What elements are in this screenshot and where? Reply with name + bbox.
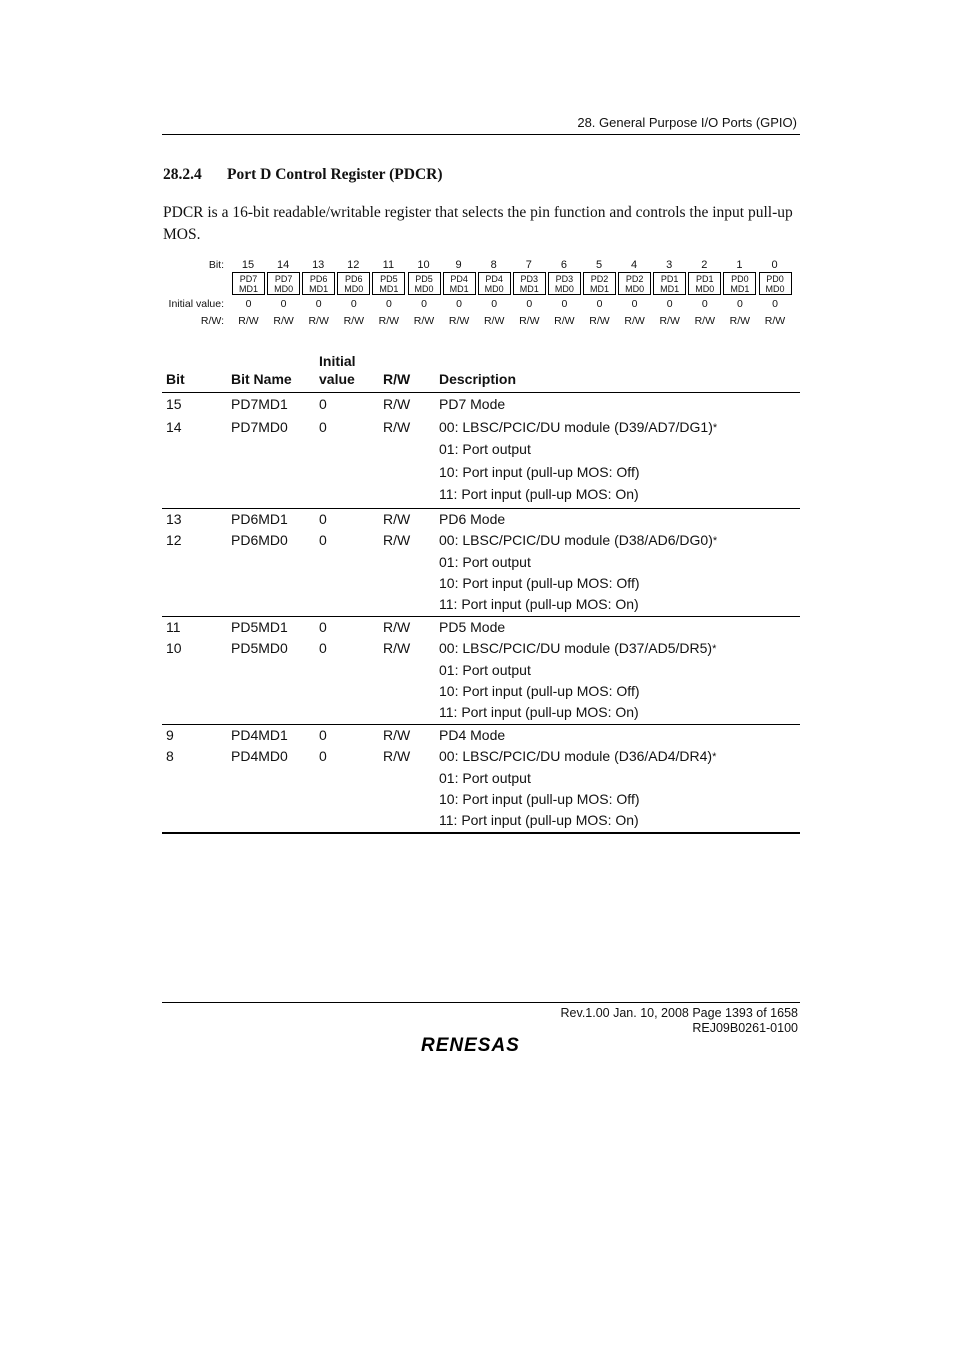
- bit-initial-value: 0: [666, 298, 673, 310]
- register-bit-cell: [267, 272, 300, 295]
- bit-number: 13: [312, 259, 325, 271]
- bit-field-name-line1: PD2: [590, 274, 609, 284]
- bit-number: 2: [701, 259, 708, 271]
- bit-number: 0: [771, 259, 778, 271]
- bit-number: 4: [631, 259, 638, 271]
- group-divider: [162, 508, 800, 509]
- intro-paragraph: PDCR is a 16-bit readable/writable register that selects the pin function and controls the input pull-up MOS.: [163, 204, 793, 243]
- logo-text: RENESAS: [421, 1035, 520, 1056]
- description-text: 10: Port input (pull-up MOS: Off): [439, 682, 640, 699]
- bit-name-cell: PD5MD0: [231, 640, 288, 657]
- header-rule: [162, 134, 800, 135]
- bit-field-name-line2: MD0: [554, 284, 574, 294]
- bit-rw: R/W: [378, 315, 400, 327]
- bit-number: 12: [347, 259, 360, 271]
- rw-row-label: R/W:: [200, 315, 224, 327]
- bit-rw: R/W: [413, 315, 435, 327]
- bit-field-name-line1: PD4: [450, 274, 468, 284]
- footer-revision: Rev.1.00 Jan. 10, 2008 Page 1393 of 1658: [560, 1006, 798, 1020]
- footnote-asterisk: *: [712, 535, 718, 548]
- bit-field-name-line1: PD5: [415, 274, 433, 284]
- bit-initial-value: 0: [631, 298, 638, 310]
- bit-number: 8: [490, 259, 497, 271]
- bit-initial-value: 0: [701, 298, 708, 310]
- description-text: 00: LBSC/PCIC/DU module (D38/AD6/DG0): [439, 532, 713, 549]
- description-text: 00: LBSC/PCIC/DU module (D39/AD7/DG1): [439, 418, 713, 435]
- rw-cell: R/W: [383, 532, 411, 549]
- mode-option: [439, 683, 640, 699]
- mode-option: [439, 532, 717, 548]
- register-bit-cell: [653, 272, 686, 295]
- mode-option: [439, 441, 531, 457]
- bit-field-name-line1: PD0: [731, 274, 749, 284]
- rw-cell: R/W: [383, 727, 411, 743]
- mode-option: [439, 791, 640, 807]
- bit-initial-value: 0: [456, 298, 463, 310]
- bit-initial-value: 0: [280, 298, 287, 310]
- mode-option: [439, 419, 717, 435]
- description-text: PD5 Mode: [439, 619, 506, 635]
- table-header-rule: [162, 392, 800, 393]
- initial-value-cell: 0: [319, 511, 327, 527]
- description-text: 10: Port input (pull-up MOS: Off): [439, 463, 640, 480]
- bit-rw: R/W: [554, 315, 575, 327]
- description-text: 11: Port input (pull-up MOS: On): [439, 812, 639, 829]
- bit-rw: R/W: [694, 315, 715, 327]
- register-bit-cell: [583, 272, 616, 295]
- bit-name-cell: PD6MD0: [231, 532, 288, 549]
- footnote-asterisk: *: [712, 751, 717, 764]
- description-text: 01: Port output: [439, 661, 531, 678]
- bit-number: 5: [595, 259, 603, 271]
- initial-value-cell: 0: [319, 418, 327, 435]
- header-initial: Initial: [319, 353, 356, 369]
- mode-option: [439, 812, 639, 828]
- register-bit-cell: [618, 272, 651, 295]
- description-text: 01: Port output: [439, 769, 531, 786]
- footnote-asterisk: *: [712, 643, 717, 656]
- bit-field-name-line2: MD1: [519, 284, 539, 294]
- bit-initial-value: 0: [315, 298, 322, 310]
- section-number: 28.2.4: [163, 166, 202, 183]
- bit-initial-value: 0: [491, 298, 498, 310]
- mode-option: [439, 486, 639, 502]
- bit-field-name-line1: PD5: [380, 274, 398, 284]
- initial-value-cell: 0: [319, 748, 327, 765]
- header-rw: R/W: [383, 371, 411, 387]
- bit-field-name-line2: MD0: [414, 284, 434, 294]
- description-text: 11: Port input (pull-up MOS: On): [439, 704, 639, 721]
- bit-field-name-line2: MD0: [484, 284, 504, 294]
- initial-value-cell: 0: [319, 640, 327, 657]
- initial-value-cell: 0: [319, 619, 327, 635]
- bit-initial-value: 0: [561, 298, 568, 310]
- bit-initial-value: 0: [350, 298, 357, 310]
- bit-field-name-line2: MD1: [238, 284, 258, 294]
- description-text: 01: Port output: [439, 441, 531, 457]
- register-bit-cell: [478, 272, 511, 295]
- bit-name-cell: PD5MD1: [231, 619, 288, 635]
- mode-option: [439, 596, 639, 612]
- bit-number-cell: 15: [166, 396, 182, 412]
- register-bit-cell: [548, 272, 581, 295]
- register-bit-cell: [443, 272, 476, 295]
- footer-doc-number: REJ09B0261-0100: [692, 1021, 798, 1035]
- rw-cell: R/W: [383, 748, 411, 765]
- bit-field-name-line1: PD6: [345, 274, 363, 284]
- rw-cell: R/W: [383, 396, 411, 412]
- bit-field-name-line2: MD0: [695, 284, 715, 294]
- group-divider: [162, 832, 800, 834]
- bit-rw: R/W: [729, 315, 751, 327]
- register-bit-cell: [302, 272, 335, 295]
- bit-rw: R/W: [343, 315, 364, 327]
- mode-option: [439, 748, 716, 764]
- register-bit-cell: [232, 272, 265, 295]
- bit-field-name-line1: PD3: [520, 274, 539, 284]
- bit-field-name-line1: PD4: [485, 274, 503, 284]
- mode-title: [439, 727, 505, 743]
- bit-number: 15: [241, 259, 255, 271]
- header-value: value: [319, 371, 355, 387]
- bit-number: 3: [666, 259, 673, 271]
- bit-field-name-line1: PD7: [274, 274, 293, 284]
- mode-option: [439, 640, 716, 656]
- description-text: 11: Port input (pull-up MOS: On): [439, 596, 639, 613]
- register-bit-cell: [688, 272, 721, 295]
- mode-title: [439, 396, 505, 412]
- renesas-logo: [421, 1032, 543, 1061]
- description-text: 01: Port output: [439, 553, 531, 570]
- bit-field-name-line2: MD0: [625, 284, 645, 294]
- mode-option: [439, 554, 531, 570]
- bit-rw: R/W: [624, 315, 645, 327]
- group-divider: [162, 724, 800, 725]
- bit-rw: R/W: [764, 315, 786, 327]
- bit-field-name-line1: PD1: [660, 274, 679, 284]
- bit-field-name-line2: MD0: [344, 284, 364, 294]
- footer-rule: [162, 1002, 800, 1003]
- bit-number: 9: [455, 259, 462, 271]
- bit-rw: R/W: [519, 315, 540, 327]
- bit-row-label: Bit:: [208, 259, 224, 271]
- bit-rw: R/W: [483, 315, 505, 327]
- bit-initial-value: 0: [596, 298, 603, 310]
- bit-initial-value: 0: [526, 298, 533, 310]
- group-divider: [162, 616, 800, 617]
- mode-option: [439, 575, 640, 591]
- mode-title: [439, 619, 505, 635]
- bit-name-cell: PD4MD0: [231, 748, 288, 765]
- bit-field-name-line2: MD1: [449, 284, 469, 294]
- register-bit-cell: [337, 272, 370, 295]
- bit-number: 11: [382, 259, 395, 271]
- bit-field-name-line1: PD2: [625, 274, 644, 284]
- footnote-asterisk: *: [712, 421, 718, 434]
- register-bit-cell: [408, 272, 441, 295]
- section-title: Port D Control Register (PDCR): [227, 166, 443, 183]
- bit-initial-value: 0: [385, 298, 392, 310]
- bit-name-cell: PD4MD1: [231, 727, 288, 743]
- header-bit-name: Bit Name: [231, 371, 292, 387]
- description-text: 11: Port input (pull-up MOS: On): [439, 486, 639, 502]
- bit-rw: R/W: [659, 315, 680, 327]
- bit-field-name-line1: PD6: [309, 274, 328, 284]
- initial-value-cell: 0: [319, 532, 327, 549]
- bit-field-name-line2: MD0: [274, 284, 294, 294]
- mode-option: [439, 662, 531, 678]
- header-description: Description: [439, 371, 517, 387]
- register-bit-cell: [513, 272, 546, 295]
- bit-number: 10: [417, 259, 430, 271]
- bit-field-name-line2: MD0: [765, 284, 785, 294]
- rw-cell: R/W: [383, 640, 411, 657]
- bit-field-name-line2: MD1: [589, 284, 609, 294]
- bit-number-cell: 8: [166, 748, 174, 765]
- description-text: 00: LBSC/PCIC/DU module (D37/AD5/DR5): [439, 640, 713, 657]
- initial-value-row-label: Initial value:: [168, 298, 224, 310]
- description-text: PD6 Mode: [439, 511, 506, 527]
- bit-field-name-line2: MD1: [309, 284, 329, 294]
- bit-number-cell: 12: [166, 532, 182, 549]
- register-bit-cell: [723, 272, 756, 295]
- bit-initial-value: 0: [736, 298, 743, 310]
- bit-number-cell: 10: [166, 640, 182, 657]
- bit-number: 6: [560, 259, 567, 271]
- bit-rw: R/W: [308, 315, 329, 327]
- bit-field-name-line1: PD0: [766, 274, 784, 284]
- bit-field-name-line1: PD7: [239, 274, 258, 284]
- bit-number: 7: [525, 259, 532, 271]
- bit-number-cell: 14: [166, 418, 182, 435]
- bit-initial-value: 0: [245, 298, 252, 310]
- initial-value-cell: 0: [319, 727, 327, 743]
- bit-number-cell: 11: [166, 619, 181, 635]
- bit-name-cell: PD7MD0: [231, 418, 288, 435]
- bit-initial-value: 0: [772, 298, 778, 310]
- description-text: 10: Port input (pull-up MOS: Off): [439, 574, 640, 591]
- description-text: 10: Port input (pull-up MOS: Off): [439, 790, 640, 807]
- bit-field-name-line1: PD3: [555, 274, 574, 284]
- register-bit-cell: [759, 272, 792, 295]
- bit-rw: R/W: [238, 315, 259, 327]
- bit-rw: R/W: [273, 315, 294, 327]
- section-heading: [163, 166, 443, 184]
- renesas-logo-mark: [421, 1032, 543, 1056]
- bit-number-cell: 13: [166, 511, 182, 527]
- bit-number-cell: 9: [166, 727, 174, 743]
- bit-rw: R/W: [448, 315, 470, 327]
- bit-rw: R/W: [589, 315, 610, 327]
- description-text: 00: LBSC/PCIC/DU module (D36/AD4/DR4): [439, 748, 713, 765]
- header-bit: Bit: [166, 371, 185, 387]
- initial-value-cell: 0: [319, 396, 327, 412]
- mode-option: [439, 464, 640, 480]
- rw-cell: R/W: [383, 418, 411, 435]
- register-bit-cell: [372, 272, 405, 295]
- bit-initial-value: 0: [421, 298, 427, 310]
- bit-number: 14: [276, 259, 290, 271]
- rw-cell: R/W: [383, 511, 411, 527]
- bit-name-cell: PD7MD1: [231, 396, 288, 412]
- bit-name-cell: PD6MD1: [231, 511, 288, 527]
- bit-field-name-line1: PD1: [696, 274, 714, 284]
- bit-field-name-line2: MD1: [379, 284, 399, 294]
- chapter-header: 28. General Purpose I/O Ports (GPIO): [577, 115, 797, 130]
- bit-field-name-line2: MD1: [660, 284, 680, 294]
- mode-option: [439, 770, 531, 786]
- description-text: PD4 Mode: [439, 727, 506, 743]
- rw-cell: R/W: [383, 619, 411, 635]
- bit-number: 1: [736, 259, 743, 271]
- mode-title: [439, 511, 505, 527]
- mode-option: [439, 704, 639, 720]
- description-text: PD7 Mode: [439, 396, 506, 412]
- bit-field-name-line2: MD1: [730, 284, 750, 294]
